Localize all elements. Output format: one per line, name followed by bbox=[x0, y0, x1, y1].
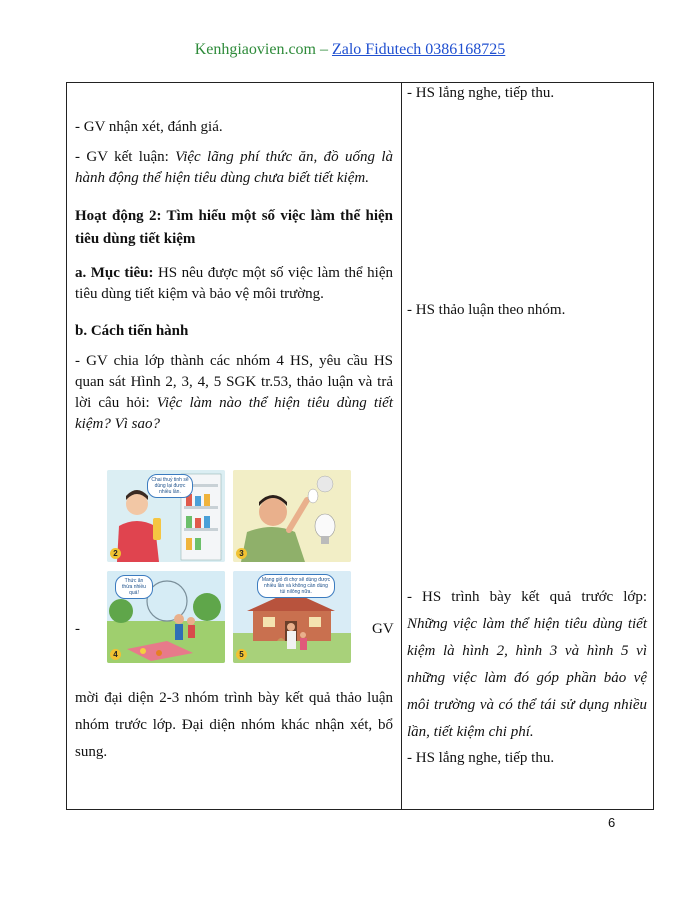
objective-label: a. Mục tiêu: bbox=[75, 265, 154, 281]
teacher-feedback: - GV nhận xét, đánh giá. bbox=[75, 119, 223, 135]
activity-2-title: Hoạt động 2: Tìm hiểu một số việc làm thể hiện tiêu dùng tiết kiệm bbox=[75, 208, 393, 247]
panel-4-bubble: Thức ăn thừa nhiều quá! bbox=[115, 575, 153, 599]
objective-text: HS nêu được một số việc làm thể hiện tiêu dùng tiết kiệm và bảo vệ môi trường. bbox=[75, 265, 393, 302]
panel-2-bubble: Chai thuỷ tinh sẽ dùng lại được nhiều lần. bbox=[147, 474, 193, 498]
panel-5-bubble: Mang giỏ đi chợ sẽ dùng được nhiều lần và không cần dùng túi nilông nữa. bbox=[257, 574, 335, 598]
method-prefix: - GV chia lớp thành các nhóm 4 HS, yêu cầu HS quan sát Hình 2, 3, 4, 5 SGK tr.53, thảo luận và trả lời câu hỏi: bbox=[75, 353, 393, 411]
illustration-panel-4 bbox=[107, 571, 225, 663]
illustration-panel-2 bbox=[107, 470, 225, 562]
lesson-table bbox=[66, 82, 654, 810]
illustration-panel-5 bbox=[233, 571, 351, 663]
illustration-panel-3 bbox=[233, 470, 351, 562]
objective bbox=[75, 263, 393, 305]
panel-5-number: 5 bbox=[236, 649, 247, 660]
header-contact-link[interactable]: Zalo Fidutech 0386168725 bbox=[331, 41, 506, 58]
student-listen-1: - HS lắng nghe, tiếp thu. bbox=[407, 85, 555, 101]
dash-before-figure: - bbox=[75, 621, 80, 637]
teacher-column bbox=[67, 83, 402, 810]
conclusion-text: Việc lãng phí thức ăn, đồ uống là hành động thể hiện tiêu dùng chưa biết tiết kiệm. bbox=[75, 149, 393, 186]
panel-3-number: 3 bbox=[236, 548, 247, 559]
gv-after-figure: GV bbox=[372, 621, 394, 637]
method-text bbox=[75, 351, 393, 435]
present-answer: Những việc làm thể hiện tiêu dùng tiết kiệm là hình 2, hình 3 và hình 5 vì những việc làm đó góp phần bảo vệ môi trường và có thể tái sử dụng nhiều lần, tiết kiệm chi phí. bbox=[407, 616, 647, 740]
teacher-invites-groups: mời đại diện 2-3 nhóm trình bày kết quả thảo luận nhóm trước lớp. Đại diện nhóm khác nhận xét, bổ sung. bbox=[75, 690, 393, 760]
teacher-conclusion bbox=[75, 147, 393, 189]
student-listen-2: - HS lắng nghe, tiếp thu. bbox=[407, 750, 555, 766]
panel-2-number: 2 bbox=[110, 548, 121, 559]
header-site[interactable]: Kenhgiaovien.com bbox=[194, 41, 316, 58]
header-separator: – bbox=[315, 41, 332, 58]
present-prefix: - HS trình bày kết quả trước lớp: bbox=[407, 589, 647, 605]
conclusion-prefix: - GV kết luận: bbox=[75, 149, 176, 165]
page-header bbox=[0, 40, 700, 60]
student-group-discussion: - HS thảo luận theo nhóm. bbox=[407, 302, 566, 318]
method-heading: b. Cách tiến hành bbox=[75, 323, 189, 339]
method-question: Việc làm nào thể hiện tiêu dùng tiết kiệm? Vì sao? bbox=[75, 395, 393, 432]
student-present-results bbox=[407, 584, 647, 746]
student-column bbox=[402, 83, 654, 810]
panel-4-number: 4 bbox=[110, 649, 121, 660]
textbook-illustration bbox=[107, 470, 357, 665]
page-number: 6 bbox=[608, 815, 616, 830]
lightbulb-scene-icon bbox=[233, 470, 351, 562]
